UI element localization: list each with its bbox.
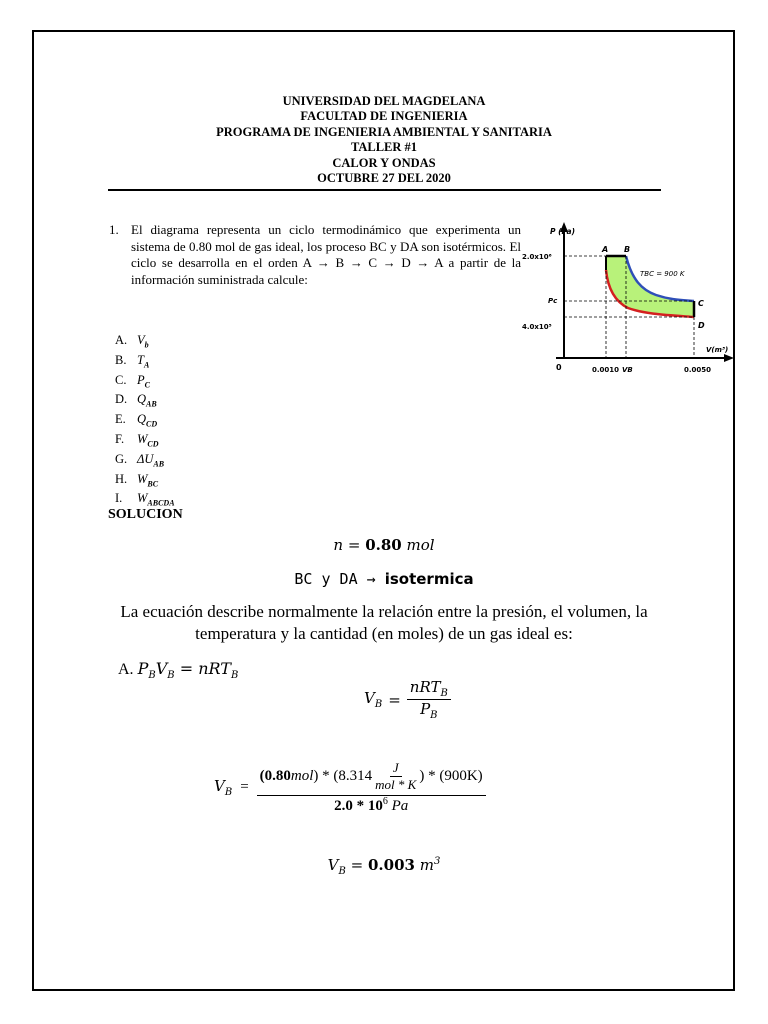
- vb-substitution-fraction: [257, 760, 486, 815]
- vb-formula-lhs: V: [364, 689, 375, 707]
- vb-result-equals: =: [345, 856, 368, 874]
- question-item-label: G.: [115, 451, 128, 466]
- solution-heading: SOLUCION: [108, 507, 183, 522]
- vb-formula-numerator: nRT: [409, 678, 441, 696]
- question-item-label: B.: [115, 352, 127, 367]
- explanation-paragraph: [0, 601, 768, 645]
- question-item: [115, 373, 175, 393]
- substitution-pressure-exp: 6: [382, 796, 388, 807]
- y-tick-top: 2.0x10⁶: [522, 253, 552, 261]
- vb-formula-fraction: [407, 678, 451, 721]
- ideal-gas-rhs: = nRT: [174, 659, 231, 678]
- substitution-r-units: [372, 760, 419, 793]
- pv-diagram-svg: [516, 220, 738, 380]
- question-item: [115, 472, 175, 492]
- header-date: OCTUBRE 27 DEL 2020: [317, 171, 451, 186]
- x-tick-origin: 0: [556, 363, 562, 372]
- vb-formula-numerator-sub: B: [440, 688, 448, 699]
- symbol-v-sub: B: [167, 670, 175, 682]
- problem-number: 1.: [109, 222, 119, 237]
- explanation-text: La ecuación describe normalmente la relación entre la presión, el volumen, la temperatura y la cantidad (en moles) de un gas ideal es:: [120, 602, 648, 643]
- isotherm-label: TBC = 900 K: [640, 270, 685, 278]
- ideal-gas-rhs-sub: B: [230, 670, 239, 682]
- vb-substitution-lhs: V: [214, 777, 225, 795]
- point-c-label: C: [698, 299, 704, 308]
- point-d-label: D: [698, 321, 705, 330]
- vb-substitution-lhs-sub: B: [224, 787, 233, 798]
- x-tick-a: 0.0010: [592, 366, 620, 374]
- question-item: [115, 412, 175, 432]
- equation-moles-unit: mol: [401, 536, 435, 554]
- substitution-moles-value: (0.80: [259, 768, 291, 784]
- equation-moles: [0, 536, 768, 554]
- cycle-area: [606, 256, 694, 317]
- question-item-label: C.: [115, 372, 127, 387]
- symbol-p: P: [137, 659, 149, 678]
- header-workshop: TALLER #1: [350, 140, 418, 155]
- ideal-gas-equation: [118, 659, 238, 681]
- x-tick-end: 0.0050: [684, 366, 712, 374]
- equation-isothermal-lhs: BC y DA →: [294, 570, 385, 588]
- question-item-symbol: $Q_{AB}$: [137, 392, 157, 409]
- question-item: [115, 333, 175, 353]
- equation-isothermal-rhs: isotermica: [384, 570, 474, 588]
- question-item-label: E.: [115, 412, 126, 427]
- question-item-symbol: $Q_{CD}$: [137, 412, 158, 429]
- question-item: [115, 452, 175, 472]
- vb-formula: [364, 678, 451, 721]
- equation-moles-value: 0.80: [365, 536, 402, 554]
- question-item-symbol: $\Delta U_{AB}$: [137, 451, 165, 469]
- question-item-label: F.: [115, 431, 125, 446]
- vb-substitution: [214, 760, 486, 815]
- vb-result-value: 0.003: [367, 856, 415, 874]
- question-item-label: A.: [115, 333, 128, 347]
- vb-result: [0, 856, 768, 877]
- vb-result-unit: m: [414, 856, 434, 874]
- header-course: CALOR Y ONDAS: [332, 155, 436, 170]
- question-item-label: D.: [115, 392, 128, 407]
- substitution-pressure-unit: Pa: [387, 798, 409, 814]
- substitution-temperature: ) * (900K): [419, 768, 483, 784]
- question-list: [115, 333, 175, 511]
- equation-isothermal: [0, 570, 768, 588]
- question-item-symbol: $W_{BC}$: [137, 471, 159, 489]
- question-item: [115, 432, 175, 452]
- vb-formula-denominator-sub: B: [430, 710, 438, 721]
- question-item-symbol: $W_{ABCDA}$: [137, 491, 175, 508]
- question-item-symbol: $P_C$: [137, 372, 150, 390]
- vb-formula-lhs-sub: B: [374, 699, 383, 710]
- header-faculty: FACULTAD DE INGENIERIA: [300, 109, 468, 124]
- question-item: [115, 353, 175, 373]
- document-header: [0, 94, 768, 186]
- y-tick-pc: Pc: [548, 297, 558, 305]
- vb-formula-denominator: P: [420, 700, 431, 718]
- vb-result-lhs: V: [327, 856, 339, 874]
- vb-result-lhs-sub: B: [338, 866, 346, 877]
- vb-result-exp: 3: [433, 856, 441, 867]
- problem-statement: [109, 222, 521, 288]
- y-axis-label: P (Pa): [550, 227, 576, 236]
- substitution-r-unit-num: J: [390, 760, 402, 777]
- substitution-r-unit-den: mol * K: [375, 777, 417, 792]
- substitution-r-value: ) * (8.314: [313, 768, 373, 784]
- question-item: [115, 392, 175, 412]
- pv-diagram: [516, 220, 738, 385]
- x-axis-label: V(m³): [706, 346, 729, 354]
- vb-substitution-equals: =: [240, 779, 249, 795]
- question-item-symbol: $W_{CD}$: [137, 431, 159, 449]
- y-tick-bottom: 4.0x10⁵: [522, 323, 552, 331]
- symbol-p-sub: B: [148, 670, 156, 682]
- question-item-label: I.: [115, 491, 123, 506]
- x-tick-vb: VB: [622, 366, 633, 374]
- x-axis-arrow: [724, 354, 734, 362]
- ideal-gas-equation-label: A.: [118, 661, 138, 678]
- symbol-v: V: [155, 659, 168, 678]
- substitution-moles-unit: mol: [290, 768, 314, 784]
- header-university: UNIVERSIDAD DEL MAGDELANA: [282, 94, 486, 108]
- point-a-label: A: [602, 245, 609, 254]
- question-item-label: H.: [115, 471, 128, 486]
- header-program: PROGRAMA DE INGENIERIA AMBIENTAL Y SANITARIA: [216, 124, 552, 139]
- problem-text: El diagrama representa un ciclo termodinámico que experimenta un sistema de 0.80 mol de gas ideal, los proceso BC y DA son isotérmicos. El ciclo se desarrolla en el orden A → B → C → D → A a partir de la información suministrada calcule:: [131, 222, 521, 287]
- point-b-label: B: [624, 245, 631, 254]
- vb-formula-equals: =: [388, 690, 401, 709]
- header-divider: [108, 189, 661, 191]
- question-item-symbol: $V_b$: [137, 333, 149, 350]
- equation-moles-lhs: n =: [333, 536, 366, 554]
- substitution-pressure-value: 2.0 * 10: [334, 798, 383, 814]
- question-item-symbol: $T_A$: [137, 352, 150, 370]
